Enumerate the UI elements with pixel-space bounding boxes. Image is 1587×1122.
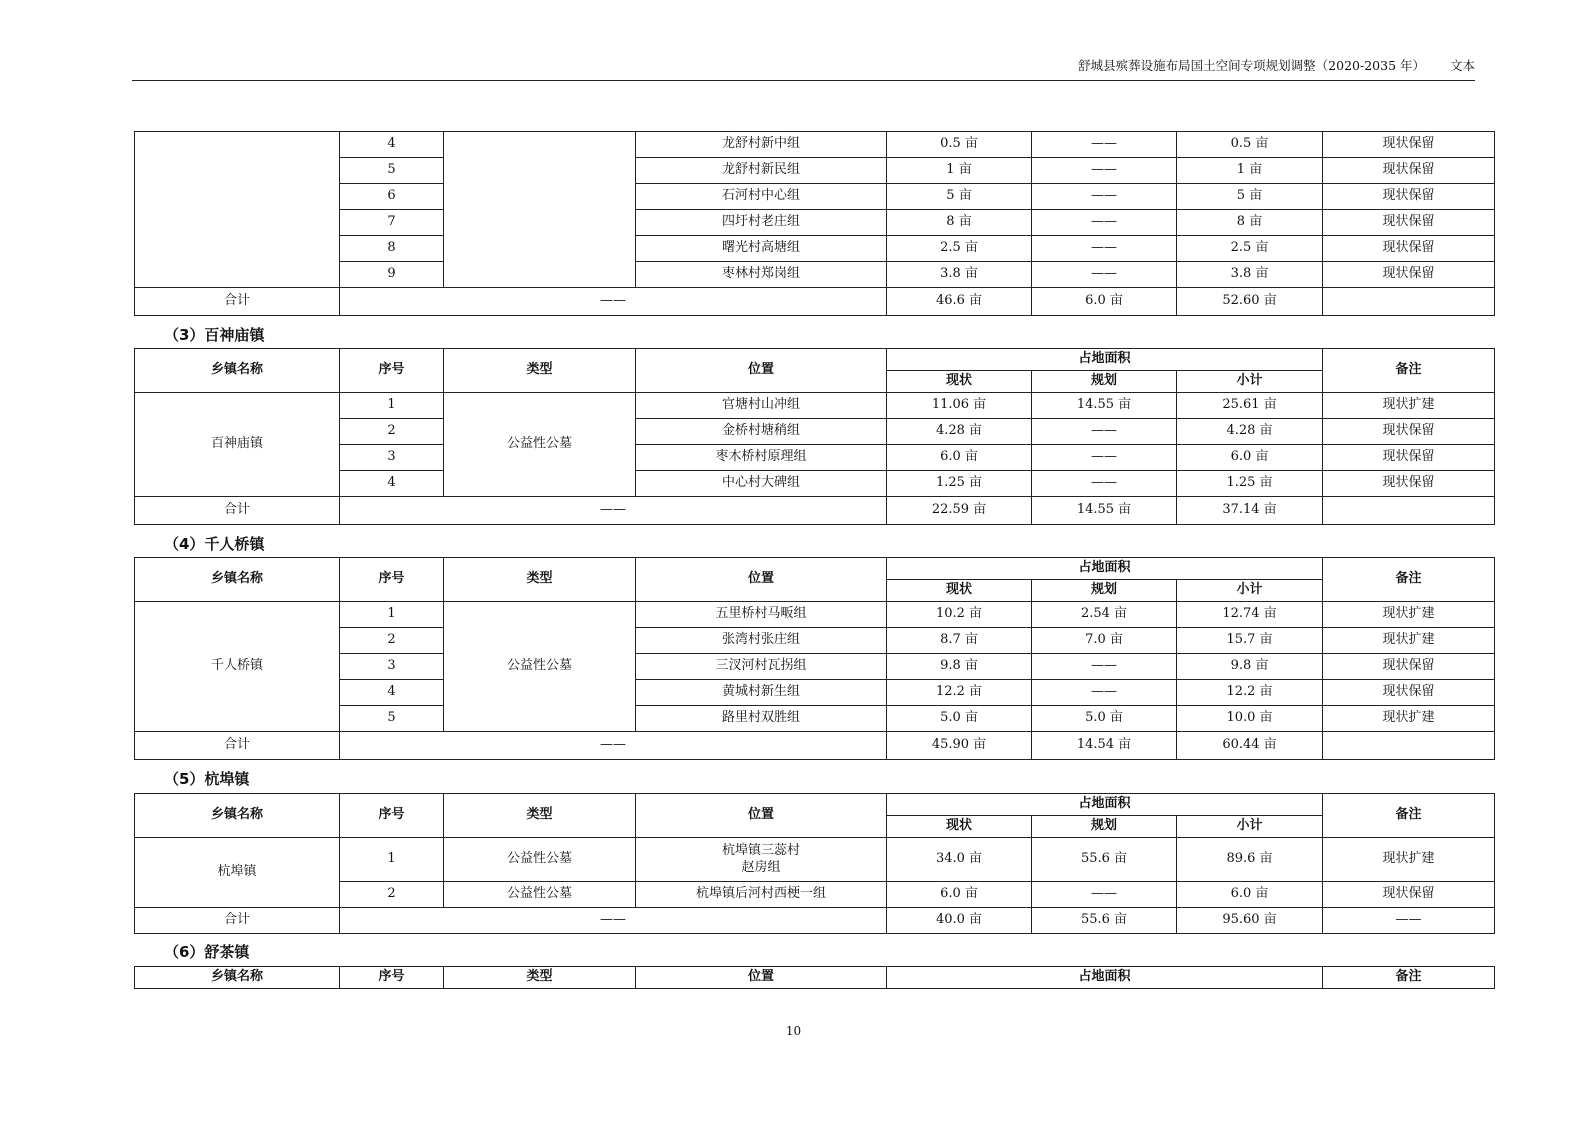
header-type: 类型 — [444, 967, 636, 989]
header-area: 占地面积 — [887, 558, 1323, 580]
subtotal-cell: 8 亩 — [1177, 210, 1323, 236]
location-cell: 张湾村张庄组 — [636, 628, 887, 654]
location-cell: 黄城村新生组 — [636, 680, 887, 706]
location-line: 杭埠镇三蕊村 — [721, 842, 800, 858]
header-area: 占地面积 — [887, 349, 1323, 371]
location-cell: 金桥村塘稍组 — [636, 419, 887, 445]
seq-cell: 8 — [340, 236, 444, 262]
section-title-qianrenqiao: （4）千人桥镇 — [164, 535, 265, 553]
current-cell: 12.2 亩 — [887, 680, 1032, 706]
document-tag: 文本 — [1449, 58, 1475, 73]
total-remark — [1323, 732, 1495, 760]
total-row — [135, 732, 1495, 760]
subtotal-cell: 25.61 亩 — [1177, 393, 1323, 419]
subtotal-cell: 6.0 亩 — [1177, 445, 1323, 471]
table-row — [135, 132, 1495, 158]
total-row — [135, 288, 1495, 316]
seq-cell: 7 — [340, 210, 444, 236]
header-seq: 序号 — [340, 967, 444, 989]
subtotal-cell: 2.5 亩 — [1177, 236, 1323, 262]
header-subtotal: 小计 — [1177, 371, 1323, 393]
current-cell: 8 亩 — [887, 210, 1032, 236]
header-type: 类型 — [444, 349, 636, 393]
header-area: 占地面积 — [887, 794, 1323, 816]
total-planned: 6.0 亩 — [1032, 288, 1177, 316]
header-area: 占地面积 — [887, 967, 1323, 989]
subtotal-cell: 10.0 亩 — [1177, 706, 1323, 732]
seq-cell: 4 — [340, 680, 444, 706]
header-current: 现状 — [887, 816, 1032, 838]
total-remark — [1323, 288, 1495, 316]
total-subtotal: 37.14 亩 — [1177, 497, 1323, 525]
seq-cell: 5 — [340, 158, 444, 184]
planned-cell: —— — [1032, 184, 1177, 210]
location-cell: 五里桥村马畈组 — [636, 602, 887, 628]
subtotal-cell: 15.7 亩 — [1177, 628, 1323, 654]
table-baishenmiao — [134, 348, 1495, 525]
total-dash: —— — [340, 497, 887, 525]
current-cell: 5.0 亩 — [887, 706, 1032, 732]
seq-cell: 4 — [340, 132, 444, 158]
planned-cell: —— — [1032, 471, 1177, 497]
subtotal-cell: 12.74 亩 — [1177, 602, 1323, 628]
planned-cell: —— — [1032, 158, 1177, 184]
current-cell: 34.0 亩 — [887, 838, 1032, 882]
seq-cell: 1 — [340, 838, 444, 882]
current-cell: 10.2 亩 — [887, 602, 1032, 628]
seq-cell: 2 — [340, 882, 444, 908]
header-type: 类型 — [444, 794, 636, 838]
total-remark: —— — [1323, 908, 1495, 934]
seq-cell: 5 — [340, 706, 444, 732]
seq-cell: 6 — [340, 184, 444, 210]
location-cell: 龙舒村新中组 — [636, 132, 887, 158]
subtotal-cell: 3.8 亩 — [1177, 262, 1323, 288]
remark-cell: 现状保留 — [1323, 158, 1495, 184]
header-remark: 备注 — [1323, 349, 1495, 393]
total-current: 45.90 亩 — [887, 732, 1032, 760]
remark-cell: 现状扩建 — [1323, 602, 1495, 628]
location-cell: 曙光村高塘组 — [636, 236, 887, 262]
table-qianrenqiao — [134, 557, 1495, 760]
planned-cell: 7.0 亩 — [1032, 628, 1177, 654]
planned-cell: 14.55 亩 — [1032, 393, 1177, 419]
current-cell: 5 亩 — [887, 184, 1032, 210]
header-town-name: 乡镇名称 — [135, 967, 340, 989]
location-cell: 官塘村山冲组 — [636, 393, 887, 419]
header-row — [135, 558, 1495, 580]
table-continuation — [134, 131, 1495, 316]
subtotal-cell: 1.25 亩 — [1177, 471, 1323, 497]
header-location: 位置 — [636, 967, 887, 989]
location-cell: 三汊河村瓦拐组 — [636, 654, 887, 680]
planned-cell: —— — [1032, 882, 1177, 908]
total-dash: —— — [340, 732, 887, 760]
subtotal-cell: 1 亩 — [1177, 158, 1323, 184]
total-label: 合计 — [135, 497, 340, 525]
town-cell: 百神庙镇 — [135, 393, 340, 497]
remark-cell: 现状扩建 — [1323, 393, 1495, 419]
location-cell: 龙舒村新民组 — [636, 158, 887, 184]
total-remark — [1323, 497, 1495, 525]
total-planned: 14.54 亩 — [1032, 732, 1177, 760]
total-dash: —— — [340, 288, 887, 316]
remark-cell: 现状保留 — [1323, 210, 1495, 236]
location-cell: 枣林村郑岗组 — [636, 262, 887, 288]
current-cell: 6.0 亩 — [887, 445, 1032, 471]
section-title-baishenmiao: （3）百神庙镇 — [164, 326, 265, 344]
location-cell: 中心村大碑组 — [636, 471, 887, 497]
planned-cell: —— — [1032, 654, 1177, 680]
town-cell: 杭埠镇 — [135, 838, 340, 908]
current-cell: 9.8 亩 — [887, 654, 1032, 680]
remark-cell: 现状保留 — [1323, 445, 1495, 471]
type-cell — [444, 132, 636, 288]
page-number: 10 — [785, 1024, 802, 1038]
document-title: 舒城县殡葬设施布局国土空间专项规划调整（2020-2035 年） — [1078, 58, 1425, 73]
total-planned: 14.55 亩 — [1032, 497, 1177, 525]
planned-cell: —— — [1032, 236, 1177, 262]
subtotal-cell: 9.8 亩 — [1177, 654, 1323, 680]
planned-cell: 2.54 亩 — [1032, 602, 1177, 628]
total-label: 合计 — [135, 908, 340, 934]
header-seq: 序号 — [340, 794, 444, 838]
location-cell — [636, 838, 887, 882]
planned-cell: —— — [1032, 132, 1177, 158]
table-row — [135, 838, 1495, 882]
remark-cell: 现状保留 — [1323, 419, 1495, 445]
total-row — [135, 497, 1495, 525]
header-location: 位置 — [636, 794, 887, 838]
type-cell: 公益性公墓 — [444, 602, 636, 732]
seq-cell: 9 — [340, 262, 444, 288]
subtotal-cell: 12.2 亩 — [1177, 680, 1323, 706]
header-remark: 备注 — [1323, 558, 1495, 602]
town-cell: 千人桥镇 — [135, 602, 340, 732]
planned-cell: —— — [1032, 680, 1177, 706]
section-title-hangbu: （5）杭埠镇 — [164, 770, 250, 788]
header-subtotal: 小计 — [1177, 816, 1323, 838]
current-cell: 2.5 亩 — [887, 236, 1032, 262]
header-current: 现状 — [887, 371, 1032, 393]
current-cell: 1.25 亩 — [887, 471, 1032, 497]
planned-cell: —— — [1032, 419, 1177, 445]
header-planned: 规划 — [1032, 371, 1177, 393]
seq-cell: 3 — [340, 654, 444, 680]
header-row — [135, 967, 1495, 989]
location-cell: 杭埠镇后河村西梗一组 — [636, 882, 887, 908]
table-row — [135, 602, 1495, 628]
subtotal-cell: 5 亩 — [1177, 184, 1323, 210]
current-cell: 6.0 亩 — [887, 882, 1032, 908]
header-current: 现状 — [887, 580, 1032, 602]
planned-cell: —— — [1032, 445, 1177, 471]
subtotal-cell: 0.5 亩 — [1177, 132, 1323, 158]
header-planned: 规划 — [1032, 580, 1177, 602]
table-shucha — [134, 966, 1495, 989]
location-line: 赵房组 — [741, 859, 781, 875]
current-cell: 3.8 亩 — [887, 262, 1032, 288]
header-subtotal: 小计 — [1177, 580, 1323, 602]
location-cell: 四圩村老庄组 — [636, 210, 887, 236]
section-title-shucha: （6）舒茶镇 — [164, 943, 250, 961]
remark-cell: 现状扩建 — [1323, 628, 1495, 654]
header-town-name: 乡镇名称 — [135, 794, 340, 838]
total-subtotal: 95.60 亩 — [1177, 908, 1323, 934]
current-cell: 11.06 亩 — [887, 393, 1032, 419]
seq-cell: 2 — [340, 419, 444, 445]
header-town-name: 乡镇名称 — [135, 558, 340, 602]
header-remark: 备注 — [1323, 967, 1495, 989]
total-current: 22.59 亩 — [887, 497, 1032, 525]
location-cell: 枣木桥村原理组 — [636, 445, 887, 471]
current-cell: 1 亩 — [887, 158, 1032, 184]
seq-cell: 1 — [340, 393, 444, 419]
subtotal-cell: 4.28 亩 — [1177, 419, 1323, 445]
header-seq: 序号 — [340, 558, 444, 602]
remark-cell: 现状保留 — [1323, 184, 1495, 210]
remark-cell: 现状扩建 — [1323, 706, 1495, 732]
header-town-name: 乡镇名称 — [135, 349, 340, 393]
total-label: 合计 — [135, 732, 340, 760]
current-cell: 0.5 亩 — [887, 132, 1032, 158]
header-seq: 序号 — [340, 349, 444, 393]
remark-cell: 现状扩建 — [1323, 838, 1495, 882]
header-type: 类型 — [444, 558, 636, 602]
remark-cell: 现状保留 — [1323, 654, 1495, 680]
current-cell: 4.28 亩 — [887, 419, 1032, 445]
header-location: 位置 — [636, 558, 887, 602]
seq-cell: 3 — [340, 445, 444, 471]
type-cell: 公益性公墓 — [444, 882, 636, 908]
subtotal-cell: 89.6 亩 — [1177, 838, 1323, 882]
planned-cell: 5.0 亩 — [1032, 706, 1177, 732]
total-subtotal: 52.60 亩 — [1177, 288, 1323, 316]
seq-cell: 2 — [340, 628, 444, 654]
total-current: 46.6 亩 — [887, 288, 1032, 316]
remark-cell: 现状保留 — [1323, 680, 1495, 706]
page-header — [132, 52, 1475, 81]
header-row — [135, 794, 1495, 816]
header-remark: 备注 — [1323, 794, 1495, 838]
location-cell: 路里村双胜组 — [636, 706, 887, 732]
table-hangbu — [134, 793, 1495, 934]
total-label: 合计 — [135, 288, 340, 316]
planned-cell: —— — [1032, 262, 1177, 288]
total-subtotal: 60.44 亩 — [1177, 732, 1323, 760]
subtotal-cell: 6.0 亩 — [1177, 882, 1323, 908]
remark-cell: 现状保留 — [1323, 236, 1495, 262]
remark-cell: 现状保留 — [1323, 471, 1495, 497]
table-row — [135, 393, 1495, 419]
location-cell: 石河村中心组 — [636, 184, 887, 210]
seq-cell: 4 — [340, 471, 444, 497]
total-row — [135, 908, 1495, 934]
remark-cell: 现状保留 — [1323, 882, 1495, 908]
town-cell — [135, 132, 340, 288]
planned-cell: —— — [1032, 210, 1177, 236]
planned-cell: 55.6 亩 — [1032, 838, 1177, 882]
remark-cell: 现状保留 — [1323, 132, 1495, 158]
type-cell: 公益性公墓 — [444, 393, 636, 497]
header-row — [135, 349, 1495, 371]
header-planned: 规划 — [1032, 816, 1177, 838]
current-cell: 8.7 亩 — [887, 628, 1032, 654]
type-cell: 公益性公墓 — [444, 838, 636, 882]
total-planned: 55.6 亩 — [1032, 908, 1177, 934]
header-location: 位置 — [636, 349, 887, 393]
seq-cell: 1 — [340, 602, 444, 628]
remark-cell: 现状保留 — [1323, 262, 1495, 288]
total-current: 40.0 亩 — [887, 908, 1032, 934]
total-dash: —— — [340, 908, 887, 934]
